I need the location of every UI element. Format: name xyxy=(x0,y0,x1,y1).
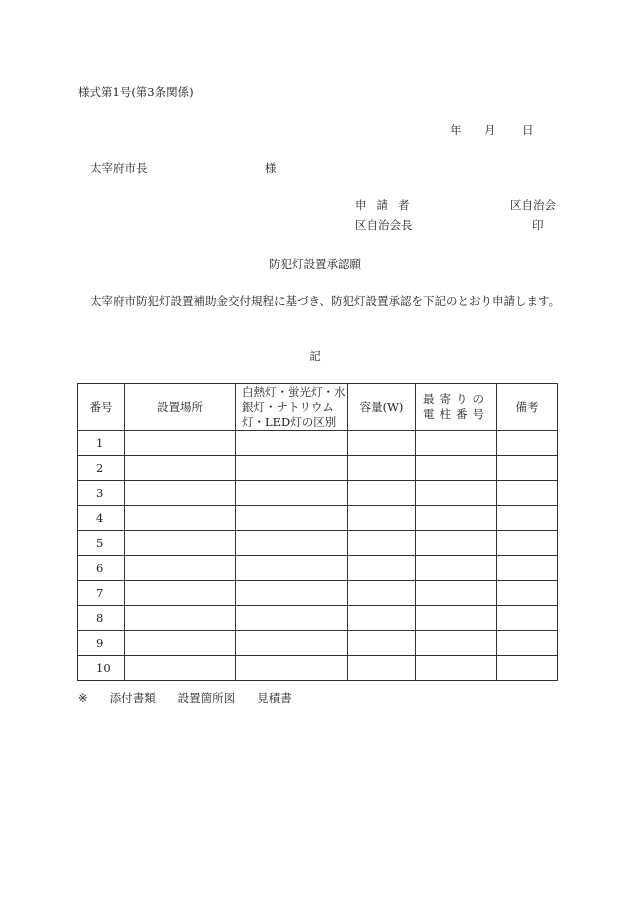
row-number: 1 xyxy=(78,431,125,456)
document-title: 防犯灯設置承認願 xyxy=(269,257,361,271)
table-header-row xyxy=(78,384,558,431)
cell-location[interactable] xyxy=(125,631,236,656)
cell-pole-number[interactable] xyxy=(416,581,497,606)
body-text: 太宰府市防犯灯設置補助金交付規程に基づき、防犯灯設置承認を下記のとおり申請します。 xyxy=(90,294,561,308)
table-row xyxy=(78,481,558,506)
row-number: 5 xyxy=(78,531,125,556)
header-lamp-type: 白熱灯・蛍光灯・水銀灯・ナトリウム灯・LED灯の区別 xyxy=(236,384,348,431)
date-year: 年 xyxy=(450,123,462,137)
cell-capacity[interactable] xyxy=(348,606,416,631)
cell-location[interactable] xyxy=(125,556,236,581)
cell-pole-number[interactable] xyxy=(416,631,497,656)
attachment-item: 見積書 xyxy=(257,691,292,705)
cell-capacity[interactable] xyxy=(348,631,416,656)
table-row xyxy=(78,556,558,581)
cell-capacity[interactable] xyxy=(348,506,416,531)
row-number: 3 xyxy=(78,481,125,506)
cell-remarks[interactable] xyxy=(497,631,558,656)
table-row xyxy=(78,531,558,556)
cell-remarks[interactable] xyxy=(497,431,558,456)
cell-pole-number[interactable] xyxy=(416,431,497,456)
applicant-org-suffix: 区自治会 xyxy=(510,198,556,212)
cell-capacity[interactable] xyxy=(348,531,416,556)
row-number: 8 xyxy=(78,606,125,631)
cell-location[interactable] xyxy=(125,581,236,606)
table-row xyxy=(78,581,558,606)
cell-remarks[interactable] xyxy=(497,606,558,631)
applicant-label: 申請者 xyxy=(355,198,420,212)
cell-location[interactable] xyxy=(125,656,236,681)
table-row xyxy=(78,656,558,681)
row-number: 6 xyxy=(78,556,125,581)
cell-lamp-type[interactable] xyxy=(236,581,348,606)
table-row xyxy=(78,431,558,456)
attachments-note xyxy=(78,690,314,706)
cell-location[interactable] xyxy=(125,506,236,531)
row-number: 9 xyxy=(78,631,125,656)
cell-pole-number[interactable] xyxy=(416,456,497,481)
ki-heading: 記 xyxy=(309,349,321,363)
cell-pole-number[interactable] xyxy=(416,606,497,631)
cell-lamp-type[interactable] xyxy=(236,656,348,681)
seal-mark: 印 xyxy=(532,218,544,232)
cell-pole-number[interactable] xyxy=(416,556,497,581)
cell-location[interactable] xyxy=(125,456,236,481)
form-number: 様式第1号(第3条関係) xyxy=(78,85,194,99)
cell-capacity[interactable] xyxy=(348,656,416,681)
table-row xyxy=(78,606,558,631)
header-pole-number xyxy=(416,384,497,431)
cell-pole-number[interactable] xyxy=(416,531,497,556)
cell-remarks[interactable] xyxy=(497,531,558,556)
header-location: 設置場所 xyxy=(125,384,236,431)
row-number: 10 xyxy=(78,656,125,681)
date-day: 日 xyxy=(522,123,534,137)
cell-remarks[interactable] xyxy=(497,556,558,581)
cell-pole-number[interactable] xyxy=(416,656,497,681)
header-pole-line2: 電柱番号 xyxy=(423,407,489,421)
cell-remarks[interactable] xyxy=(497,656,558,681)
table-row xyxy=(78,456,558,481)
table-row xyxy=(78,506,558,531)
cell-location[interactable] xyxy=(125,531,236,556)
header-remarks: 備考 xyxy=(497,384,558,431)
addressee-name: 太宰府市長 xyxy=(90,161,148,175)
date-month: 月 xyxy=(484,123,496,137)
cell-lamp-type[interactable] xyxy=(236,506,348,531)
cell-location[interactable] xyxy=(125,481,236,506)
attachments-mark: ※ xyxy=(78,691,88,705)
cell-location[interactable] xyxy=(125,431,236,456)
cell-capacity[interactable] xyxy=(348,481,416,506)
cell-lamp-type[interactable] xyxy=(236,606,348,631)
attachment-item: 設置箇所図 xyxy=(177,691,236,705)
attachments-label: 添付書類 xyxy=(109,691,156,705)
chief-label: 区自治会長 xyxy=(355,218,413,232)
row-number: 2 xyxy=(78,456,125,481)
cell-location[interactable] xyxy=(125,606,236,631)
cell-lamp-type[interactable] xyxy=(236,431,348,456)
header-number: 番号 xyxy=(78,384,125,431)
row-number: 7 xyxy=(78,581,125,606)
cell-capacity[interactable] xyxy=(348,431,416,456)
cell-remarks[interactable] xyxy=(497,506,558,531)
cell-lamp-type[interactable] xyxy=(236,456,348,481)
cell-capacity[interactable] xyxy=(348,556,416,581)
addressee-honorific: 様 xyxy=(265,161,277,175)
cell-capacity[interactable] xyxy=(348,456,416,481)
cell-lamp-type[interactable] xyxy=(236,481,348,506)
cell-lamp-type[interactable] xyxy=(236,531,348,556)
cell-pole-number[interactable] xyxy=(416,506,497,531)
cell-lamp-type[interactable] xyxy=(236,556,348,581)
application-table xyxy=(77,383,558,681)
cell-lamp-type[interactable] xyxy=(236,631,348,656)
cell-remarks[interactable] xyxy=(497,481,558,506)
header-capacity: 容量(W) xyxy=(348,384,416,431)
table-row xyxy=(78,631,558,656)
row-number: 4 xyxy=(78,506,125,531)
header-pole-line1: 最寄りの xyxy=(423,392,489,406)
cell-capacity[interactable] xyxy=(348,581,416,606)
cell-remarks[interactable] xyxy=(497,456,558,481)
cell-remarks[interactable] xyxy=(497,581,558,606)
cell-pole-number[interactable] xyxy=(416,481,497,506)
